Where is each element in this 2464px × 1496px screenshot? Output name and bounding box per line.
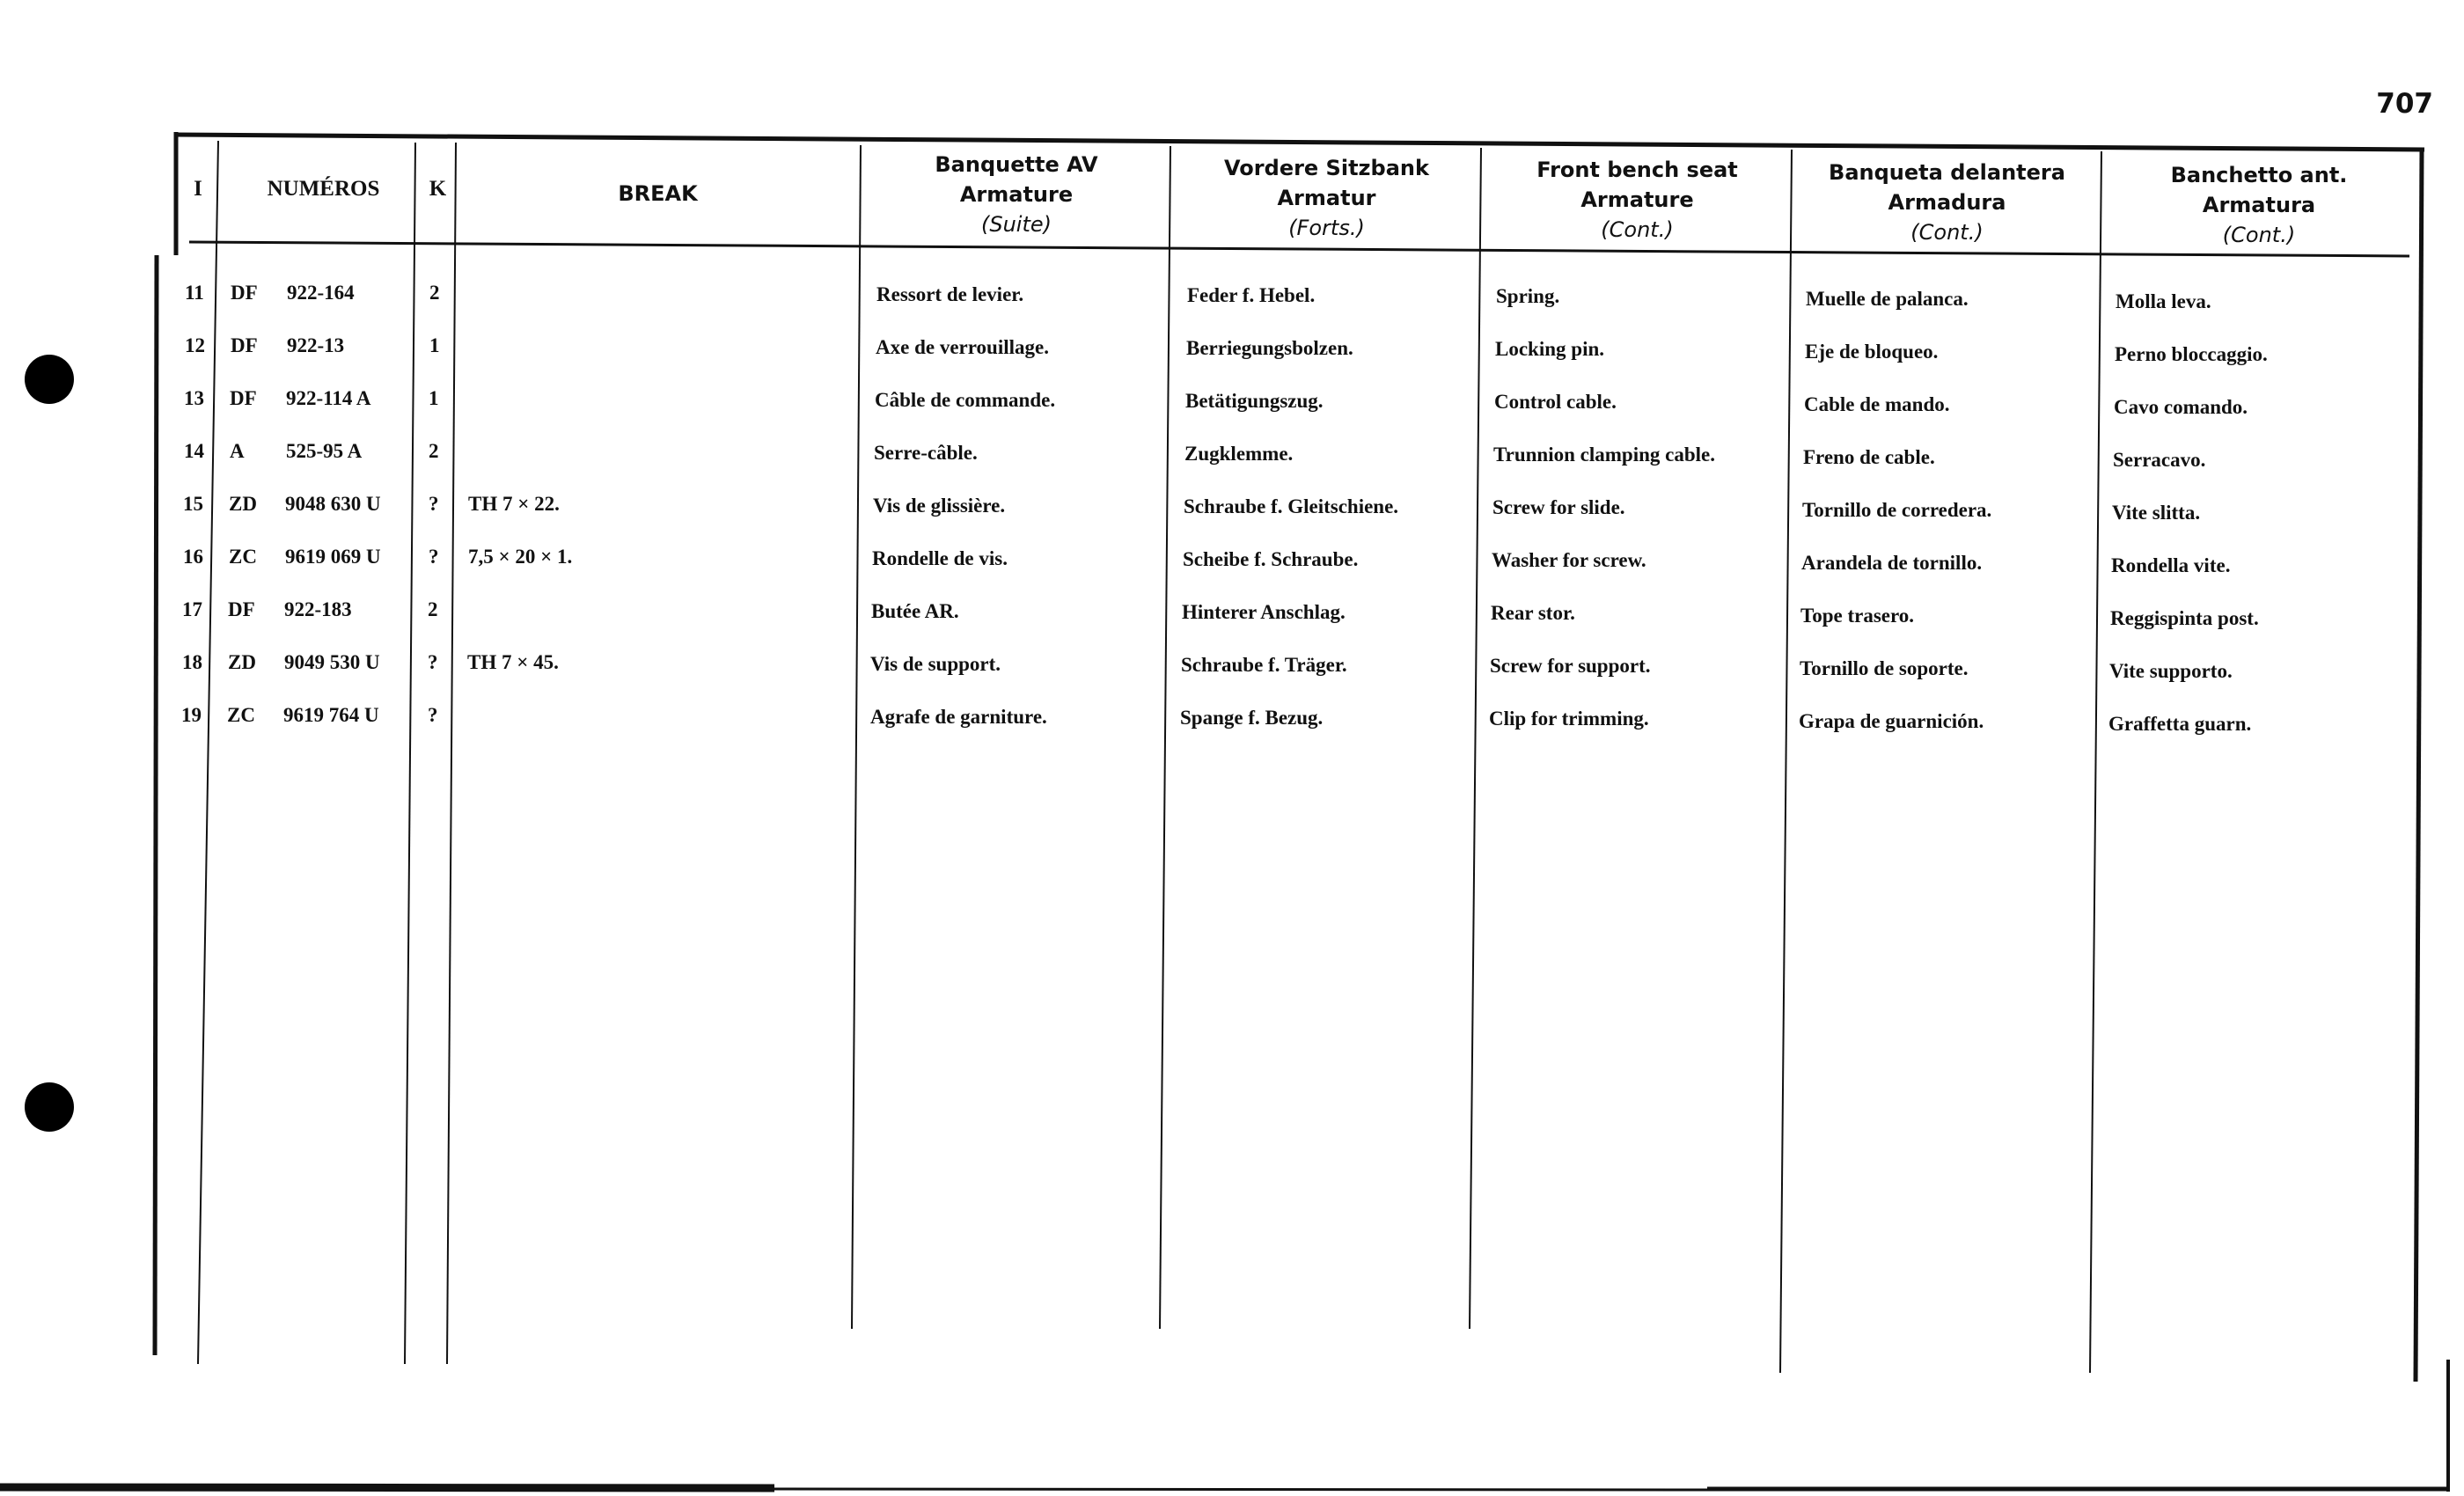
header-break-label: BREAK — [618, 181, 698, 206]
table-row — [0, 491, 2464, 544]
header-french-line3: (Suite) — [980, 212, 1052, 237]
description-spanish: Grapa de guarnición. — [1799, 710, 1984, 732]
row-index: 14 — [184, 440, 204, 462]
header-english-line3: (Cont.) — [1601, 217, 1674, 242]
header-italian — [2105, 160, 2413, 250]
header-index: I — [194, 177, 202, 201]
description-german: Hinterer Anschlag. — [1182, 601, 1346, 623]
header-french-line2: Armature — [959, 182, 1074, 207]
table-row — [0, 702, 2464, 755]
row-quantity: 2 — [429, 282, 440, 304]
part-number — [229, 491, 381, 517]
row-quantity: 1 — [429, 387, 439, 409]
row-quantity: ? — [428, 704, 438, 726]
description-german: Schraube f. Gleitschiene. — [1184, 495, 1399, 517]
header-k: K — [429, 177, 447, 201]
description-french: Ressort de levier. — [876, 283, 1024, 305]
row-quantity: ? — [429, 493, 439, 515]
description-english: Trunnion clamping cable. — [1493, 444, 1715, 466]
description-spanish: Eje de bloqueo. — [1805, 341, 1939, 363]
description-french: Axe de verrouillage. — [876, 336, 1049, 358]
part-prefix: DF — [231, 282, 258, 304]
header-spanish-line2: Armadura — [1888, 190, 2006, 215]
row-index: 17 — [182, 598, 202, 620]
row-quantity: ? — [428, 651, 438, 673]
part-code: 525-95 A — [286, 440, 363, 462]
part-prefix: ZD — [229, 493, 257, 515]
row-index: 16 — [183, 546, 203, 568]
table-row — [0, 280, 2464, 333]
description-german: Betätigungszug. — [1185, 390, 1324, 412]
description-french: Butée AR. — [871, 600, 959, 622]
part-number — [230, 438, 362, 465]
table-row — [0, 333, 2464, 385]
description-french: Vis de support. — [870, 653, 1001, 675]
description-english: Rear stor. — [1491, 602, 1575, 624]
table-row — [0, 649, 2464, 702]
part-number — [228, 649, 380, 676]
description-italian: Serracavo. — [2113, 449, 2206, 471]
description-spanish: Tornillo de corredera. — [1802, 499, 1992, 521]
description-italian: Graffetta guarn. — [2108, 713, 2252, 735]
part-number — [228, 597, 352, 623]
part-prefix: DF — [231, 334, 258, 356]
header-spanish-line1: Banqueta delantera — [1829, 160, 2065, 185]
header-spanish-line3: (Cont.) — [1910, 220, 1984, 245]
part-prefix: ZD — [228, 651, 256, 673]
description-english: Locking pin. — [1495, 338, 1604, 360]
part-code: 9619 764 U — [283, 704, 379, 726]
part-code: 922-13 — [287, 334, 345, 356]
description-italian: Vite slitta. — [2112, 502, 2201, 524]
row-index: 19 — [181, 704, 202, 726]
part-prefix: ZC — [229, 546, 257, 568]
row-index: 11 — [185, 282, 204, 304]
header-german-line2: Armatur — [1277, 186, 1376, 210]
part-prefix: A — [230, 440, 245, 462]
table-row — [0, 438, 2464, 491]
part-code: 922-114 A — [286, 387, 371, 409]
table-row — [0, 597, 2464, 649]
description-italian: Molla leva. — [2116, 290, 2211, 312]
description-spanish: Tornillo de soporte. — [1800, 657, 1969, 679]
description-french: Serre-câble. — [874, 442, 978, 464]
description-italian: Perno bloccaggio. — [2115, 343, 2268, 365]
part-code: 922-164 — [287, 282, 355, 304]
description-german: Feder f. Hebel. — [1187, 284, 1316, 306]
part-prefix: DF — [230, 387, 257, 409]
row-quantity: 2 — [428, 598, 438, 620]
part-code: 922-183 — [284, 598, 352, 620]
header-break — [462, 179, 854, 209]
header-german-line3: (Forts.) — [1288, 216, 1365, 240]
header-french — [867, 150, 1166, 239]
row-index: 18 — [182, 651, 202, 673]
row-index: 12 — [185, 334, 205, 356]
part-code: 9619 069 U — [285, 546, 381, 568]
description-french: Agrafe de garniture. — [870, 706, 1047, 728]
description-german: Zugklemme. — [1184, 443, 1294, 465]
row-quantity: ? — [429, 546, 439, 568]
header-french-line1: Banquette AV — [935, 152, 1098, 177]
row-break: TH 7 × 22. — [468, 493, 560, 515]
part-number — [230, 385, 370, 412]
description-spanish: Cable de mando. — [1804, 393, 1950, 415]
description-spanish: Freno de cable. — [1803, 446, 1935, 468]
part-code: 9049 530 U — [284, 651, 380, 673]
description-french: Vis de glissière. — [873, 495, 1006, 517]
header-spanish — [1795, 158, 2099, 247]
table-row — [0, 385, 2464, 438]
part-code: 9048 630 U — [285, 493, 381, 515]
header-english — [1485, 155, 1789, 245]
description-english: Control cable. — [1494, 391, 1617, 413]
row-break: 7,5 × 20 × 1. — [468, 546, 573, 568]
description-english: Clip for trimming. — [1489, 708, 1649, 730]
page-number: 707 — [2376, 88, 2433, 120]
description-spanish: Arandela de tornillo. — [1801, 552, 1983, 574]
table-row — [0, 544, 2464, 597]
description-spanish: Muelle de palanca. — [1806, 288, 1969, 310]
description-german: Spange f. Bezug. — [1180, 707, 1324, 729]
header-italian-line3: (Cont.) — [2222, 223, 2296, 247]
header-numeros: NUMÉROS — [267, 177, 380, 201]
description-italian: Cavo comando. — [2114, 396, 2248, 418]
header-english-line2: Armature — [1580, 187, 1694, 212]
part-number — [231, 333, 344, 359]
part-number — [227, 702, 379, 729]
part-number — [231, 280, 355, 306]
description-italian: Vite supporto. — [2109, 660, 2233, 682]
header-italian-line2: Armatura — [2202, 193, 2316, 217]
description-english: Spring. — [1496, 285, 1560, 307]
description-english: Washer for screw. — [1492, 549, 1646, 571]
header-german — [1175, 153, 1478, 243]
description-french: Câble de commande. — [875, 389, 1056, 411]
description-english: Screw for support. — [1490, 655, 1651, 677]
description-german: Scheibe f. Schraube. — [1183, 548, 1359, 570]
row-break: TH 7 × 45. — [467, 651, 559, 673]
row-index: 15 — [183, 493, 203, 515]
description-spanish: Tope trasero. — [1800, 605, 1915, 627]
description-italian: Rondella vite. — [2111, 554, 2231, 576]
description-german: Schraube f. Träger. — [1181, 654, 1347, 676]
header-german-line1: Vordere Sitzbank — [1224, 156, 1429, 180]
description-english: Screw for slide. — [1492, 496, 1625, 518]
row-quantity: 2 — [429, 440, 439, 462]
part-prefix: DF — [228, 598, 255, 620]
header-english-line1: Front bench seat — [1536, 158, 1738, 182]
part-number — [229, 544, 381, 570]
part-prefix: ZC — [227, 704, 255, 726]
row-index: 13 — [184, 387, 204, 409]
description-italian: Reggispinta post. — [2110, 607, 2259, 629]
row-quantity: 1 — [429, 334, 440, 356]
description-french: Rondelle de vis. — [872, 547, 1008, 569]
description-german: Berriegungsbolzen. — [1186, 337, 1353, 359]
header-italian-line1: Banchetto ant. — [2170, 163, 2348, 187]
